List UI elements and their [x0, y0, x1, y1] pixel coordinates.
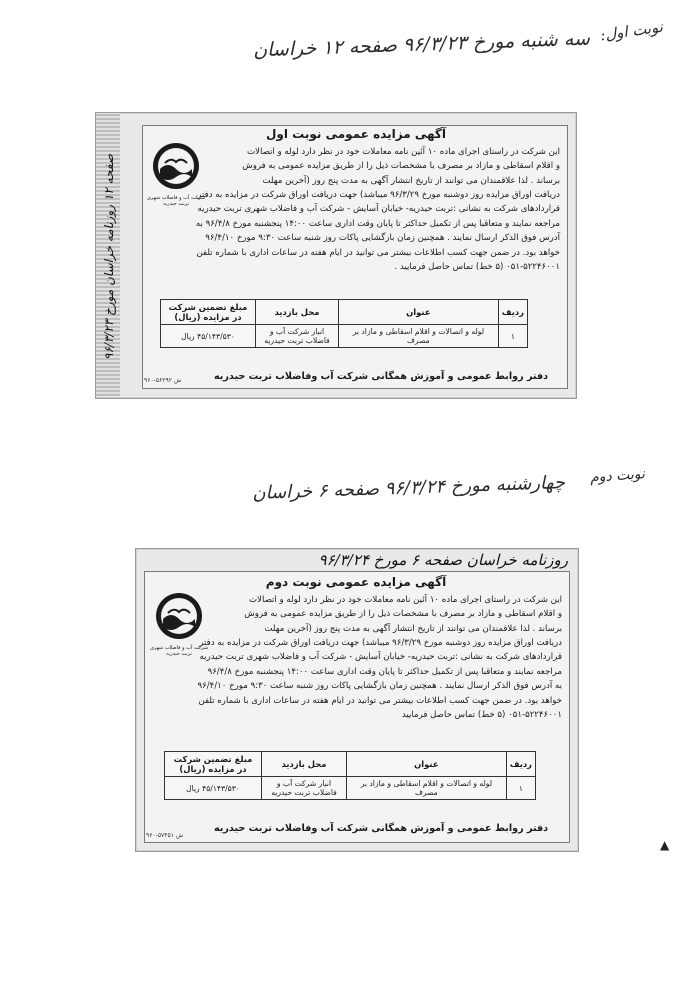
ad-first-code: ۹۶۰-۵۶۲۹۲ ش — [144, 377, 182, 384]
company-logo — [154, 591, 204, 641]
ad-second-body — [212, 593, 562, 636]
ad-second-footer: دفتر روابط عمومی و آموزش همگانی شرکت آب وفاضلاب تربت حیدریه — [213, 823, 549, 834]
body-line: به آدرس فوق الذکر ارسال نمایند . همچنین زمان بازگشایی پاکات روز شنبه ساعت ۹:۳۰ مورخ ۹۶/۴/۱۰ — [197, 681, 562, 692]
body-line: ۰۵۱-۵۲۲۴۶۰۰۱ (۵ خط) تماس حاصل فرمایید — [401, 710, 562, 721]
table-cell: ۱ — [498, 325, 527, 348]
table-cell: ۴۵/۱۴۳/۵۳۰ ریال — [165, 777, 262, 800]
body-line: این شرکت در راستای اجرای ماده ۱۰ آئین نامه معاملات خود در نظر دارد لوله و اتصالات — [248, 595, 562, 605]
header-note-second: روزنامه خراسان صفحه ۶ مورخ ۹۶/۳/۲۴ — [318, 551, 568, 569]
company-logo — [151, 141, 201, 191]
table-header: ردیف — [506, 752, 535, 777]
ad-second-title: آگهی مزایده عمومی نوبت دوم — [265, 575, 447, 589]
body-line: برساند . لذا علاقمندان می توانند از تاریخ انتشار آگهی به مدت پنج روز (آخرین مهلت — [262, 175, 560, 186]
body-line: این شرکت در راستای اجرای ماده ۱۰ آئین نامه معاملات خود در نظر دارد لوله و اتصالات — [246, 147, 560, 157]
body-line: مراجعه نمایند و متعاقبا پس از تکمیل حداکثر تا پایان وقت اداری ساعت ۱۴:۰۰ پنجشنبه مورخ ۹۶/۴/۸ — [207, 666, 562, 677]
table-header: ردیف — [498, 300, 527, 325]
note-first-line: سه شنبه مورخ ۹۶/۳/۲۳ صفحه ۱۲ خراسان — [252, 27, 591, 62]
clipping-second — [135, 548, 579, 852]
body-line: دریافت اوراق مزایده روز دوشنبه مورخ ۹۶/۳/۲۹ میباشد) جهت دریافت اوراق شرکت در مزایده به دفتر — [199, 638, 562, 648]
table-header: محل بازدید — [262, 752, 347, 777]
table-header: مبلغ تضمین شرکت در مزایده (ریال) — [165, 752, 262, 777]
table-header: محل بازدید — [256, 300, 339, 325]
note-first-label: نوبت اول: — [599, 17, 664, 45]
clipping-first — [95, 112, 577, 399]
company-logo-caption: شرکت آب و فاضلاب شهری تربت حیدریه — [149, 645, 209, 657]
body-line: قراردادهای شرکت به نشانی :تربت حیدریه- خیابان آسایش - شرکت آب و فاضلاب شهری تربت حیدریه — [197, 204, 560, 215]
side-note-first: صفحه ۱۲ روزنامه خراسان مورخ ۹۶/۳/۲۳ — [102, 153, 116, 361]
table-header: عنوان — [339, 300, 499, 325]
body-line: برساند . لذا علاقمندان می توانند از تاریخ انتشار آگهی به مدت پنج روز (آخرین مهلت — [264, 623, 562, 634]
note-second-label: نوبت دوم — [589, 466, 646, 486]
table-cell: ۴۵/۱۴۳/۵۳۰ ریال — [161, 325, 256, 348]
ad-first-body — [208, 145, 560, 188]
body-line: آدرس فوق الذکر ارسال نمایند . همچنین زمان بازگشایی پاکات روز شنبه ساعت ۹:۳۰ مورخ ۹۶/۴/۱۰ — [205, 233, 560, 244]
body-line: قراردادهای شرکت به نشانی :تربت حیدریه- خیابان آسایش - شرکت آب و فاضلاب شهری تربت حیدریه — [199, 652, 562, 663]
ad-first-body-cont — [152, 188, 560, 274]
note-second-line: چهارشنبه مورخ ۹۶/۳/۲۴ صفحه ۶ خراسان — [251, 472, 566, 504]
body-line: مراجعه نمایند و متعاقبا پس از تکمیل حداکثر تا پایان وقت اداری ساعت ۱۴:۰۰ پنجشنبه مورخ ۹۶/۴/۸ به — [195, 218, 560, 229]
table-cell: ۱ — [506, 777, 535, 800]
table-cell: لوله و اتصالات و اقلام اسقاطی و مازاد بر مصرف — [347, 777, 507, 800]
body-line: خواهد بود. در ضمن جهت کسب اطلاعات بیشتر می توانید در ایام هفته در ساعات اداری با شماره تلفن — [198, 695, 562, 706]
table-header: مبلغ تضمین شرکت در مزایده (ریال) — [161, 300, 256, 325]
ad-second-code: ۹۶۰-۵۷۴۵۱ ش — [146, 832, 184, 839]
scan-speck: ▲ — [660, 838, 670, 852]
ad-first-title: آگهی مزایده عمومی نوبت اول — [266, 127, 446, 141]
ad-first-footer: دفتر روابط عمومی و آموزش همگانی شرکت آب وفاضلاب تربت حیدریه — [213, 371, 549, 382]
table-row — [165, 777, 536, 800]
ad-second-body-cont — [154, 636, 562, 722]
table-cell: لوله و اتصالات و اقلام اسقاطی و مازاد بر مصرف — [339, 325, 499, 348]
table-header: عنوان — [347, 752, 507, 777]
body-line: دریافت اوراق مزایده روز دوشنبه مورخ ۹۶/۳/۲۹ میباشد) جهت دریافت اوراق شرکت در مزایده به دفتر — [197, 190, 560, 200]
ad-second-table — [164, 751, 536, 800]
body-line: ۰۵۱-۵۲۲۴۶۰۰۱ (۵ خط) تماس حاصل فرمایید . — [394, 262, 560, 273]
body-line: و اقلام اسقاطی و مازاد بر مصرف با مشخصات ذیل را از طریق مزایده عمومی به فروش — [242, 161, 560, 172]
ad-first-table — [160, 299, 528, 348]
table-cell: انبار شرکت آب و فاضلاب تربت حیدریه — [262, 777, 347, 800]
table-cell: انبار شرکت آب و فاضلاب تربت حیدریه — [256, 325, 339, 348]
company-logo-caption: شرکت آب و فاضلاب شهری تربت حیدریه — [146, 195, 206, 207]
body-line: و اقلام اسقاطی و مازاد بر مصرف با مشخصات ذیل را از طریق مزایده عمومی به فروش — [244, 609, 562, 620]
table-row — [161, 325, 528, 348]
body-line: خواهد بود. در ضمن جهت کسب اطلاعات بیشتر می توانید در ایام هفته در ساعات اداری با شماره تلفن — [196, 247, 560, 258]
